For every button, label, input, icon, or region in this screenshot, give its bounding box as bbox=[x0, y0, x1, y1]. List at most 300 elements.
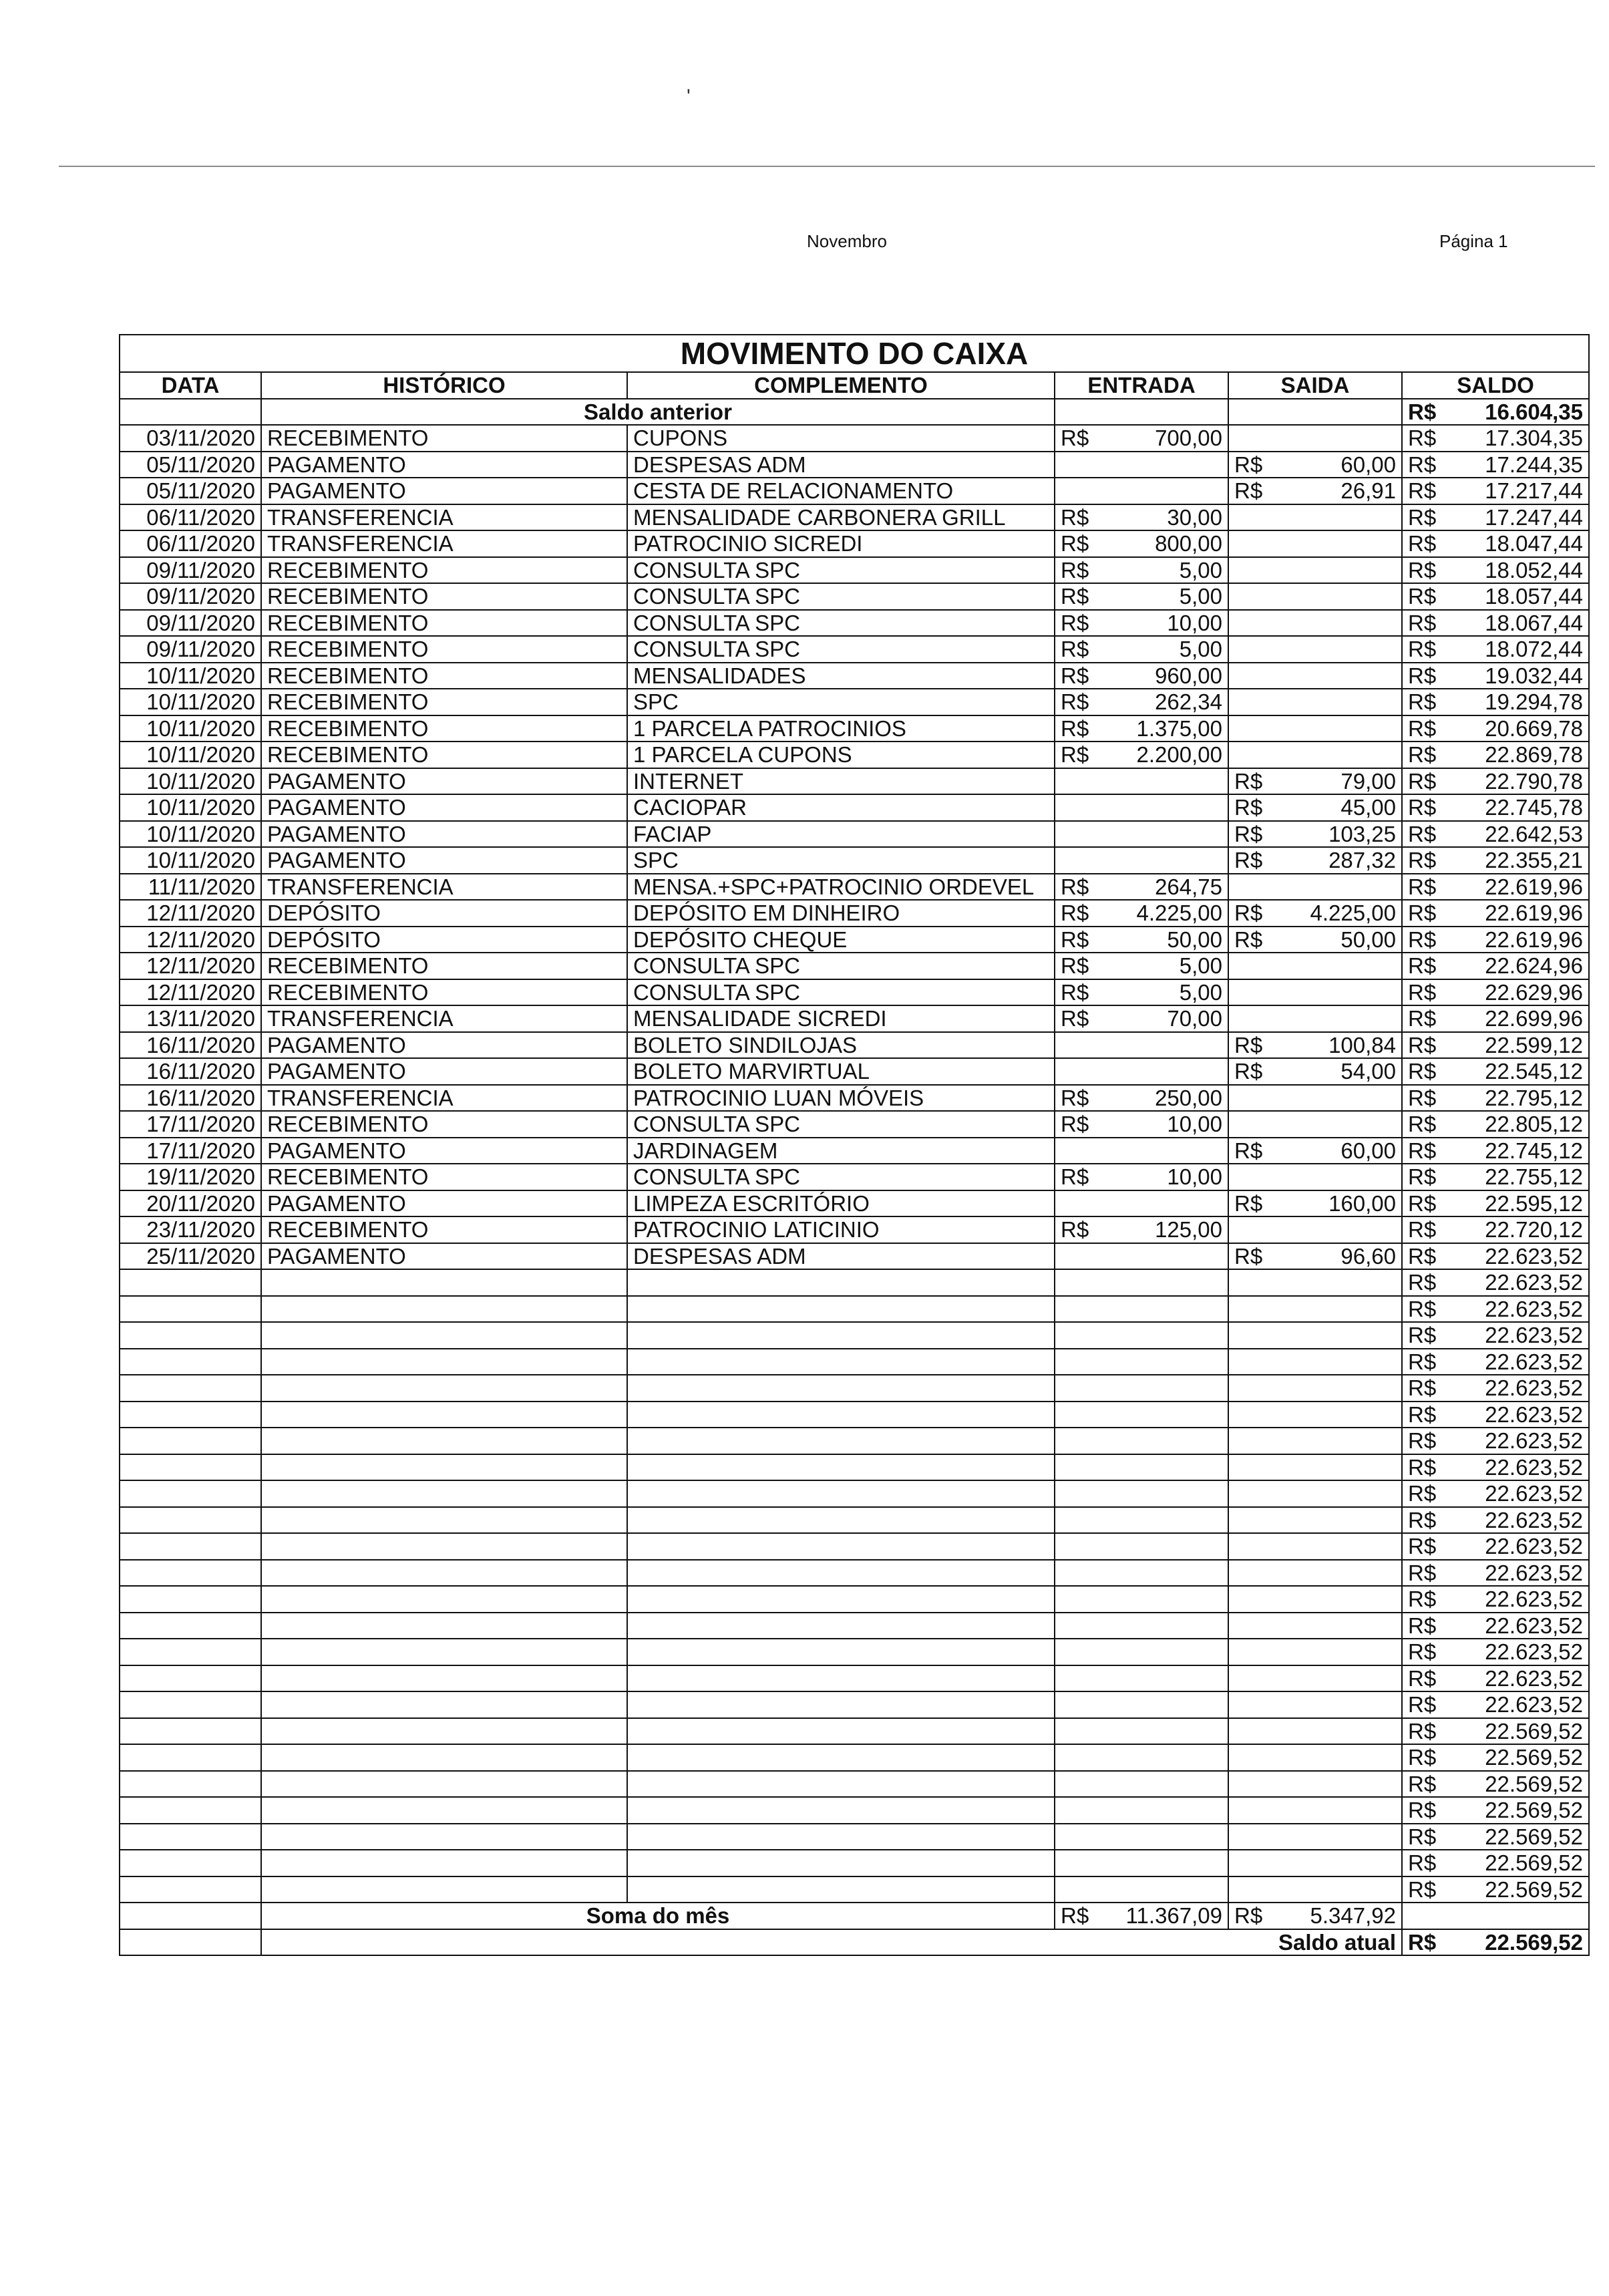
saida-cell bbox=[1228, 1639, 1402, 1665]
entrada-cell bbox=[1055, 636, 1228, 663]
column-header-complemento: COMPLEMENTO bbox=[627, 372, 1055, 399]
currency-label: R$ bbox=[1408, 1692, 1437, 1717]
currency-label: R$ bbox=[1061, 426, 1089, 451]
saida-cell bbox=[1228, 953, 1402, 979]
entrada-cell-value: 5,00 bbox=[1179, 953, 1222, 979]
date-cell: 06/11/2020 bbox=[120, 504, 261, 531]
entrada-cell bbox=[1055, 1322, 1228, 1349]
saida-cell bbox=[1228, 847, 1402, 874]
saldo-cell-value: 22.623,52 bbox=[1485, 1507, 1584, 1532]
saldo-cell-value: 20.669,78 bbox=[1485, 715, 1584, 741]
saida-cell bbox=[1228, 530, 1402, 557]
date-cell: 16/11/2020 bbox=[120, 1058, 261, 1085]
saldo-cell bbox=[1402, 452, 1589, 478]
table-row bbox=[120, 1533, 1589, 1560]
date-cell bbox=[120, 1507, 261, 1534]
entrada-cell bbox=[1055, 715, 1228, 742]
saida-cell-value: 26,91 bbox=[1340, 478, 1396, 504]
saida-cell bbox=[1228, 1691, 1402, 1718]
complemento-cell: CONSULTA SPC bbox=[627, 557, 1055, 584]
entrada-cell-value: 10,00 bbox=[1167, 1164, 1222, 1190]
cash-movement-table bbox=[119, 334, 1590, 1956]
currency-label: R$ bbox=[1408, 900, 1437, 926]
historico-cell: RECEBIMENTO bbox=[261, 689, 627, 715]
currency-label: R$ bbox=[1408, 1059, 1437, 1084]
saldo-cell bbox=[1402, 768, 1589, 795]
entrada-cell bbox=[1055, 557, 1228, 584]
entrada-cell bbox=[1055, 1296, 1228, 1323]
date-cell: 19/11/2020 bbox=[120, 1164, 261, 1190]
currency-label: R$ bbox=[1234, 927, 1263, 952]
currency-label: R$ bbox=[1408, 1454, 1437, 1480]
historico-cell: RECEBIMENTO bbox=[261, 425, 627, 452]
table-row bbox=[120, 1771, 1589, 1798]
currency-label: R$ bbox=[1408, 821, 1437, 846]
table-row bbox=[120, 874, 1589, 900]
date-cell bbox=[120, 1613, 261, 1639]
date-cell bbox=[120, 1665, 261, 1692]
entrada-cell-value: 4.225,00 bbox=[1136, 900, 1222, 926]
saldo-cell bbox=[1402, 1269, 1589, 1296]
currency-label: R$ bbox=[1234, 478, 1263, 504]
entrada-cell bbox=[1055, 1533, 1228, 1560]
historico-cell bbox=[261, 1797, 627, 1824]
currency-label: R$ bbox=[1408, 1138, 1437, 1163]
saldo-cell bbox=[1402, 1718, 1589, 1745]
complemento-cell: LIMPEZA ESCRITÓRIO bbox=[627, 1190, 1055, 1217]
saldo-cell-value: 22.623,52 bbox=[1485, 1296, 1584, 1321]
table-row bbox=[120, 900, 1589, 927]
saldo-anterior-cell bbox=[1402, 399, 1589, 426]
currency-label: R$ bbox=[1408, 1639, 1437, 1665]
entrada-cell-value: 700,00 bbox=[1155, 426, 1222, 451]
saldo-cell bbox=[1402, 794, 1589, 821]
entrada-cell bbox=[1055, 1402, 1228, 1428]
entrada-cell bbox=[1055, 821, 1228, 848]
saldo-cell bbox=[1402, 1771, 1589, 1798]
currency-label: R$ bbox=[1234, 795, 1263, 820]
saldo-cell bbox=[1402, 636, 1589, 663]
page-header-month: Novembro bbox=[807, 231, 887, 251]
historico-cell bbox=[261, 1480, 627, 1507]
currency-label: R$ bbox=[1061, 504, 1089, 530]
table-row bbox=[120, 1322, 1589, 1349]
entrada-cell bbox=[1055, 583, 1228, 610]
complemento-cell bbox=[627, 1771, 1055, 1798]
entrada-cell bbox=[1055, 874, 1228, 900]
entrada-cell bbox=[1055, 1454, 1228, 1481]
currency-label: R$ bbox=[1408, 426, 1437, 451]
historico-cell bbox=[261, 1322, 627, 1349]
entrada-cell bbox=[1055, 1216, 1228, 1243]
entrada-cell bbox=[1055, 530, 1228, 557]
entrada-cell-value: 5,00 bbox=[1179, 584, 1222, 609]
historico-cell bbox=[261, 1824, 627, 1850]
entrada-cell bbox=[1055, 1269, 1228, 1296]
saldo-cell-value: 17.244,35 bbox=[1485, 452, 1584, 477]
saldo-atual-row bbox=[120, 1929, 1589, 1956]
currency-label: R$ bbox=[1408, 1296, 1437, 1321]
saida-cell bbox=[1228, 821, 1402, 848]
currency-label: R$ bbox=[1408, 399, 1437, 424]
entrada-cell-value: 262,34 bbox=[1155, 689, 1222, 715]
saldo-cell bbox=[1402, 979, 1589, 1006]
currency-label: R$ bbox=[1408, 1112, 1437, 1137]
currency-label: R$ bbox=[1408, 1243, 1437, 1269]
entrada-cell bbox=[1055, 478, 1228, 504]
saida-cell bbox=[1228, 610, 1402, 637]
currency-label: R$ bbox=[1408, 1824, 1437, 1849]
saldo-cell bbox=[1402, 742, 1589, 768]
saldo-cell-value: 22.619,96 bbox=[1485, 874, 1584, 899]
entrada-cell bbox=[1055, 1058, 1228, 1085]
saida-cell bbox=[1228, 1454, 1402, 1481]
historico-cell bbox=[261, 1296, 627, 1323]
saldo-cell bbox=[1402, 583, 1589, 610]
currency-label: R$ bbox=[1408, 452, 1437, 477]
entrada-cell bbox=[1055, 1375, 1228, 1402]
currency-label: R$ bbox=[1061, 1006, 1089, 1031]
saldo-cell bbox=[1402, 1402, 1589, 1428]
date-cell bbox=[120, 1349, 261, 1375]
saida-cell bbox=[1228, 979, 1402, 1006]
historico-cell bbox=[261, 1375, 627, 1402]
date-cell: 09/11/2020 bbox=[120, 557, 261, 584]
saida-cell bbox=[1228, 1005, 1402, 1032]
saldo-cell bbox=[1402, 1085, 1589, 1112]
entrada-cell-value: 5,00 bbox=[1179, 637, 1222, 662]
saida-cell-value: 100,84 bbox=[1328, 1032, 1396, 1057]
soma-saida-value: 5.347,92 bbox=[1310, 1903, 1396, 1929]
complemento-cell bbox=[627, 1296, 1055, 1323]
entrada-cell bbox=[1055, 1349, 1228, 1375]
currency-label: R$ bbox=[1061, 610, 1089, 635]
currency-label: R$ bbox=[1234, 1138, 1263, 1163]
complemento-cell bbox=[627, 1718, 1055, 1745]
historico-cell: RECEBIMENTO bbox=[261, 715, 627, 742]
saldo-cell-value: 18.072,44 bbox=[1485, 637, 1584, 662]
currency-label: R$ bbox=[1234, 1059, 1263, 1084]
date-cell: 10/11/2020 bbox=[120, 742, 261, 768]
complemento-cell: PATROCINIO LUAN MÓVEIS bbox=[627, 1085, 1055, 1112]
currency-label: R$ bbox=[1408, 848, 1437, 873]
saldo-cell-value: 22.755,12 bbox=[1485, 1164, 1584, 1190]
historico-cell: RECEBIMENTO bbox=[261, 610, 627, 637]
entrada-cell bbox=[1055, 663, 1228, 689]
currency-label: R$ bbox=[1408, 584, 1437, 609]
historico-cell: PAGAMENTO bbox=[261, 821, 627, 848]
historico-cell bbox=[261, 1349, 627, 1375]
saldo-cell-value: 22.642,53 bbox=[1485, 821, 1584, 846]
complemento-cell bbox=[627, 1402, 1055, 1428]
complemento-cell: BOLETO SINDILOJAS bbox=[627, 1032, 1055, 1059]
historico-cell: RECEBIMENTO bbox=[261, 953, 627, 979]
complemento-cell: CONSULTA SPC bbox=[627, 979, 1055, 1006]
entrada-cell bbox=[1055, 452, 1228, 478]
historico-cell: TRANSFERENCIA bbox=[261, 1005, 627, 1032]
saida-cell bbox=[1228, 1771, 1402, 1798]
table-row bbox=[120, 1876, 1589, 1903]
saldo-cell bbox=[1402, 927, 1589, 953]
table-row bbox=[120, 452, 1589, 478]
entrada-cell-value: 10,00 bbox=[1167, 610, 1222, 635]
saldo-cell-value: 22.619,96 bbox=[1485, 900, 1584, 926]
currency-label: R$ bbox=[1408, 689, 1437, 715]
table-row bbox=[120, 742, 1589, 768]
table-row bbox=[120, 1243, 1589, 1270]
table-title: MOVIMENTO DO CAIXA bbox=[120, 335, 1589, 372]
historico-cell: PAGAMENTO bbox=[261, 1058, 627, 1085]
table-row bbox=[120, 1797, 1589, 1824]
complemento-cell: CONSULTA SPC bbox=[627, 953, 1055, 979]
entrada-cell-value: 1.375,00 bbox=[1136, 715, 1222, 741]
saida-cell bbox=[1228, 900, 1402, 927]
complemento-cell: CONSULTA SPC bbox=[627, 1111, 1055, 1138]
currency-label: R$ bbox=[1408, 1929, 1437, 1955]
saldo-atual-cell bbox=[1402, 1929, 1589, 1956]
table-row bbox=[120, 979, 1589, 1006]
entrada-cell-value: 250,00 bbox=[1155, 1085, 1222, 1110]
currency-label: R$ bbox=[1408, 1507, 1437, 1532]
currency-label: R$ bbox=[1061, 1217, 1089, 1243]
soma-row bbox=[120, 1903, 1589, 1929]
date-cell: 10/11/2020 bbox=[120, 847, 261, 874]
saldo-cell bbox=[1402, 1586, 1589, 1613]
saida-cell bbox=[1228, 504, 1402, 531]
entrada-cell-value: 5,00 bbox=[1179, 979, 1222, 1005]
date-cell: 09/11/2020 bbox=[120, 610, 261, 637]
date-cell: 09/11/2020 bbox=[120, 583, 261, 610]
entrada-cell bbox=[1055, 425, 1228, 452]
entrada-cell-value: 960,00 bbox=[1155, 663, 1222, 688]
scan-mark: ' bbox=[687, 86, 691, 108]
currency-label: R$ bbox=[1408, 1402, 1437, 1427]
saida-cell bbox=[1228, 1138, 1402, 1164]
saida-cell bbox=[1228, 1402, 1402, 1428]
entrada-cell bbox=[1055, 1243, 1228, 1270]
entrada-cell bbox=[1055, 1876, 1228, 1903]
currency-label: R$ bbox=[1408, 1560, 1437, 1585]
currency-label: R$ bbox=[1408, 953, 1437, 979]
saida-cell bbox=[1228, 1824, 1402, 1850]
currency-label: R$ bbox=[1061, 637, 1089, 662]
column-header-saida: SAIDA bbox=[1228, 372, 1402, 399]
saldo-cell-value: 22.545,12 bbox=[1485, 1059, 1584, 1084]
entrada-cell-value: 2.200,00 bbox=[1136, 742, 1222, 768]
saldo-cell-value: 19.032,44 bbox=[1485, 663, 1584, 688]
saida-cell-value: 103,25 bbox=[1328, 821, 1396, 846]
saldo-cell bbox=[1402, 1850, 1589, 1876]
column-header-data: DATA bbox=[120, 372, 261, 399]
saldo-cell bbox=[1402, 1243, 1589, 1270]
complemento-cell: MENSA.+SPC+PATROCINIO ORDEVEL bbox=[627, 874, 1055, 900]
saldo-cell bbox=[1402, 557, 1589, 584]
historico-cell: RECEBIMENTO bbox=[261, 1111, 627, 1138]
date-cell bbox=[120, 1691, 261, 1718]
saldo-cell bbox=[1402, 1454, 1589, 1481]
date-cell bbox=[120, 1850, 261, 1876]
complemento-cell: MENSALIDADES bbox=[627, 663, 1055, 689]
saldo-cell-value: 22.623,52 bbox=[1485, 1428, 1584, 1454]
saldo-cell bbox=[1402, 1058, 1589, 1085]
saldo-cell bbox=[1402, 1507, 1589, 1534]
historico-cell bbox=[261, 1402, 627, 1428]
complemento-cell: PATROCINIO SICREDI bbox=[627, 530, 1055, 557]
table-row bbox=[120, 847, 1589, 874]
table-row bbox=[120, 1005, 1589, 1032]
currency-label: R$ bbox=[1408, 1534, 1437, 1559]
complemento-cell: CONSULTA SPC bbox=[627, 610, 1055, 637]
date-cell bbox=[120, 1375, 261, 1402]
historico-cell bbox=[261, 1428, 627, 1454]
complemento-cell bbox=[627, 1824, 1055, 1850]
historico-cell: TRANSFERENCIA bbox=[261, 874, 627, 900]
saldo-cell bbox=[1402, 900, 1589, 927]
table-row bbox=[120, 1349, 1589, 1375]
saldo-cell-value: 18.052,44 bbox=[1485, 557, 1584, 583]
saida-cell bbox=[1228, 1718, 1402, 1745]
saida-cell bbox=[1228, 1560, 1402, 1587]
saldo-cell bbox=[1402, 1190, 1589, 1217]
saldo-cell-value: 22.790,78 bbox=[1485, 768, 1584, 794]
soma-label: Soma do mês bbox=[261, 1903, 1055, 1929]
currency-label: R$ bbox=[1234, 452, 1263, 477]
table-row bbox=[120, 1665, 1589, 1692]
saida-cell bbox=[1228, 1216, 1402, 1243]
table-row bbox=[120, 768, 1589, 795]
currency-label: R$ bbox=[1408, 1190, 1437, 1216]
soma-entrada-value: 11.367,09 bbox=[1125, 1903, 1222, 1929]
currency-label: R$ bbox=[1061, 953, 1089, 979]
complemento-cell: SPC bbox=[627, 689, 1055, 715]
saldo-cell bbox=[1402, 874, 1589, 900]
complemento-cell: 1 PARCELA PATROCINIOS bbox=[627, 715, 1055, 742]
saldo-cell-value: 22.599,12 bbox=[1485, 1032, 1584, 1057]
historico-cell: PAGAMENTO bbox=[261, 794, 627, 821]
date-cell bbox=[120, 1560, 261, 1587]
saldo-cell-value: 22.569,52 bbox=[1485, 1850, 1584, 1876]
complemento-cell: INTERNET bbox=[627, 768, 1055, 795]
saida-cell bbox=[1228, 1613, 1402, 1639]
saldo-atual-value: 22.569,52 bbox=[1485, 1929, 1584, 1955]
currency-label: R$ bbox=[1061, 584, 1089, 609]
date-cell: 09/11/2020 bbox=[120, 636, 261, 663]
saldo-cell bbox=[1402, 610, 1589, 637]
saldo-cell-value: 22.720,12 bbox=[1485, 1217, 1584, 1243]
saida-cell bbox=[1228, 1744, 1402, 1771]
saldo-cell bbox=[1402, 1164, 1589, 1190]
currency-label: R$ bbox=[1061, 927, 1089, 952]
saida-cell bbox=[1228, 557, 1402, 584]
historico-cell: RECEBIMENTO bbox=[261, 1216, 627, 1243]
historico-cell: PAGAMENTO bbox=[261, 1032, 627, 1059]
complemento-cell: CONSULTA SPC bbox=[627, 583, 1055, 610]
saida-cell bbox=[1228, 663, 1402, 689]
complemento-cell: PATROCINIO LATICINIO bbox=[627, 1216, 1055, 1243]
complemento-cell: CACIOPAR bbox=[627, 794, 1055, 821]
column-header-historico: HISTÓRICO bbox=[261, 372, 627, 399]
saida-cell-value: 50,00 bbox=[1340, 927, 1396, 952]
saldo-cell-value: 22.629,96 bbox=[1485, 979, 1584, 1005]
date-cell bbox=[120, 1876, 261, 1903]
date-cell: 10/11/2020 bbox=[120, 794, 261, 821]
complemento-cell bbox=[627, 1613, 1055, 1639]
entrada-cell-value: 264,75 bbox=[1155, 874, 1222, 899]
historico-cell: PAGAMENTO bbox=[261, 768, 627, 795]
saldo-cell-value: 22.595,12 bbox=[1485, 1190, 1584, 1216]
table-row bbox=[120, 1428, 1589, 1454]
saldo-cell-value: 22.623,52 bbox=[1485, 1481, 1584, 1506]
currency-label: R$ bbox=[1061, 1085, 1089, 1110]
entrada-cell bbox=[1055, 1718, 1228, 1745]
saldo-cell-value: 22.623,52 bbox=[1485, 1534, 1584, 1559]
historico-cell: PAGAMENTO bbox=[261, 1138, 627, 1164]
currency-label: R$ bbox=[1234, 848, 1263, 873]
complemento-cell bbox=[627, 1507, 1055, 1534]
saldo-cell-value: 22.623,52 bbox=[1485, 1243, 1584, 1269]
saida-cell bbox=[1228, 1480, 1402, 1507]
complemento-cell: JARDINAGEM bbox=[627, 1138, 1055, 1164]
date-cell bbox=[120, 1824, 261, 1850]
saida-cell bbox=[1228, 768, 1402, 795]
historico-cell: RECEBIMENTO bbox=[261, 742, 627, 768]
table-row bbox=[120, 663, 1589, 689]
saida-cell bbox=[1228, 1375, 1402, 1402]
table-row bbox=[120, 1269, 1589, 1296]
date-cell: 10/11/2020 bbox=[120, 715, 261, 742]
complemento-cell bbox=[627, 1850, 1055, 1876]
date-cell bbox=[120, 1639, 261, 1665]
saldo-cell bbox=[1402, 1138, 1589, 1164]
saida-cell-value: 160,00 bbox=[1328, 1190, 1396, 1216]
entrada-cell bbox=[1055, 1428, 1228, 1454]
currency-label: R$ bbox=[1234, 768, 1263, 794]
table-row bbox=[120, 794, 1589, 821]
historico-cell: RECEBIMENTO bbox=[261, 979, 627, 1006]
complemento-cell bbox=[627, 1744, 1055, 1771]
currency-label: R$ bbox=[1408, 1323, 1437, 1348]
currency-label: R$ bbox=[1408, 1349, 1437, 1374]
currency-label: R$ bbox=[1061, 742, 1089, 768]
date-cell bbox=[120, 1586, 261, 1613]
complemento-cell bbox=[627, 1322, 1055, 1349]
saldo-cell-value: 18.067,44 bbox=[1485, 610, 1584, 635]
currency-label: R$ bbox=[1061, 900, 1089, 926]
table-body bbox=[120, 425, 1589, 1903]
saida-cell bbox=[1228, 1032, 1402, 1059]
saida-cell-value: 54,00 bbox=[1340, 1059, 1396, 1084]
currency-label: R$ bbox=[1408, 927, 1437, 952]
table-row bbox=[120, 953, 1589, 979]
currency-label: R$ bbox=[1234, 821, 1263, 846]
saida-cell bbox=[1228, 452, 1402, 478]
date-cell: 16/11/2020 bbox=[120, 1085, 261, 1112]
entrada-cell bbox=[1055, 1586, 1228, 1613]
complemento-cell bbox=[627, 1691, 1055, 1718]
complemento-cell bbox=[627, 1876, 1055, 1903]
saldo-cell bbox=[1402, 1665, 1589, 1692]
table-row bbox=[120, 610, 1589, 637]
entrada-cell bbox=[1055, 689, 1228, 715]
date-cell: 06/11/2020 bbox=[120, 530, 261, 557]
currency-label: R$ bbox=[1408, 610, 1437, 635]
saldo-cell bbox=[1402, 1533, 1589, 1560]
saida-cell bbox=[1228, 874, 1402, 900]
saida-cell bbox=[1228, 927, 1402, 953]
table-row bbox=[120, 636, 1589, 663]
currency-label: R$ bbox=[1061, 979, 1089, 1005]
saida-cell bbox=[1228, 715, 1402, 742]
